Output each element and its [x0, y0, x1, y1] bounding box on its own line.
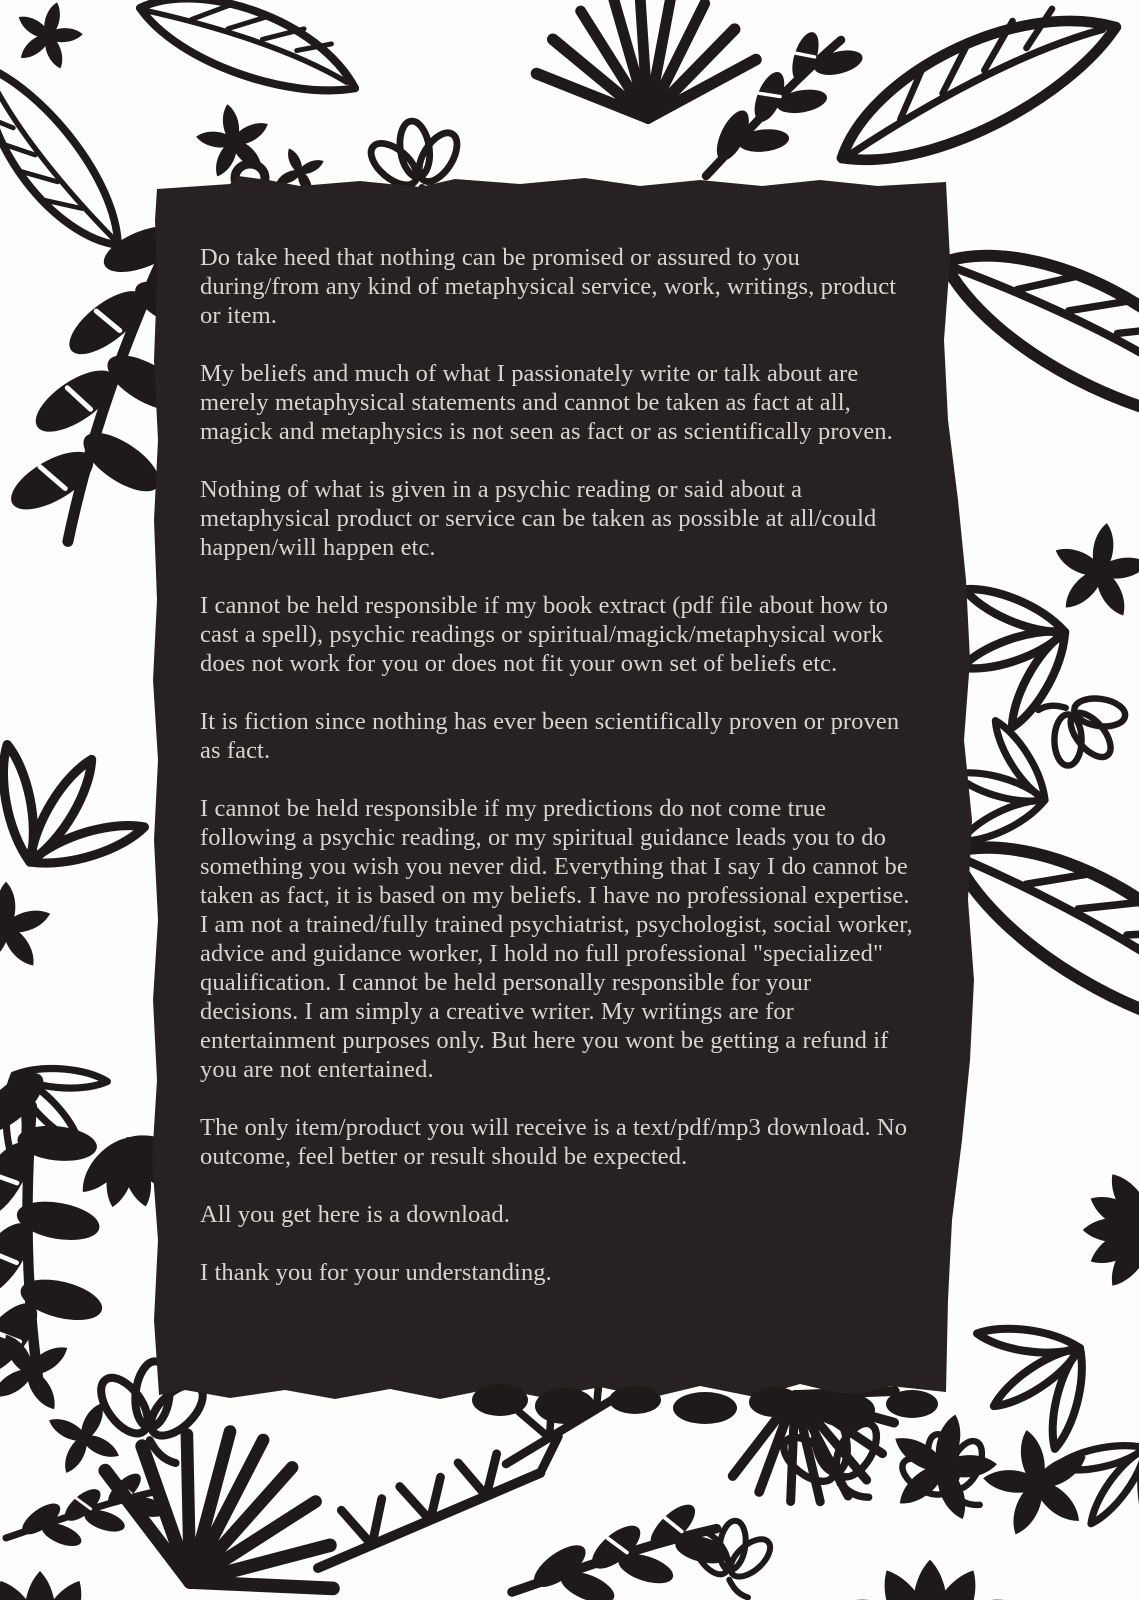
disclaimer-paragraph: All you get here is a download.	[200, 1201, 510, 1228]
disclaimer-paragraph: I cannot be held responsible if my book extract (pdf file about how to cast a spell), psychic readings or spiritual/magick/metaphysical work does not work for you or does not fit your own set of beliefs etc.	[200, 592, 889, 677]
disclaimer-paragraph: My beliefs and much of what I passionately write or talk about are merely metaphysical statements and cannot be taken as fact at all, magick and metaphysics is not seen as fact or as scientifically proven.	[200, 360, 893, 445]
disclaimer-paragraph: I thank you for your understanding.	[200, 1259, 552, 1286]
disclaimer-paragraph: It is fiction since nothing has ever been scientifically proven or proven as fact.	[200, 708, 900, 764]
disclaimer-paragraph: Do take heed that nothing can be promised or assured to you during/from any kind of metaphysical service, work, writings, product or item.	[200, 244, 897, 329]
disclaimer-text	[200, 243, 914, 1287]
disclaimer-paragraph: The only item/product you will receive is a text/pdf/mp3 download. No outcome, feel better or result should be expected.	[200, 1114, 908, 1170]
disclaimer-paragraph: I cannot be held responsible if my predictions do not come true following a psychic reading, or my spiritual guidance leads you to do something you wish you never did. Everything that I say I do cannot be taken as fact, it is based on my beliefs. I have no professional expertise. I am not a trained/fully trained psychiatrist, psychologist, social worker, advice and guidance worker, I hold no full professional "specialized" qualification. I cannot be held personally responsible for your decisions. I am simply a creative writer. My writings are for entertainment purposes only. But here you wont be getting a refund if you are not entertained.	[200, 795, 913, 1083]
disclaimer-paragraph: Nothing of what is given in a psychic reading or said about a metaphysical product or service can be taken as possible at all/could happen/will happen etc.	[200, 476, 877, 561]
